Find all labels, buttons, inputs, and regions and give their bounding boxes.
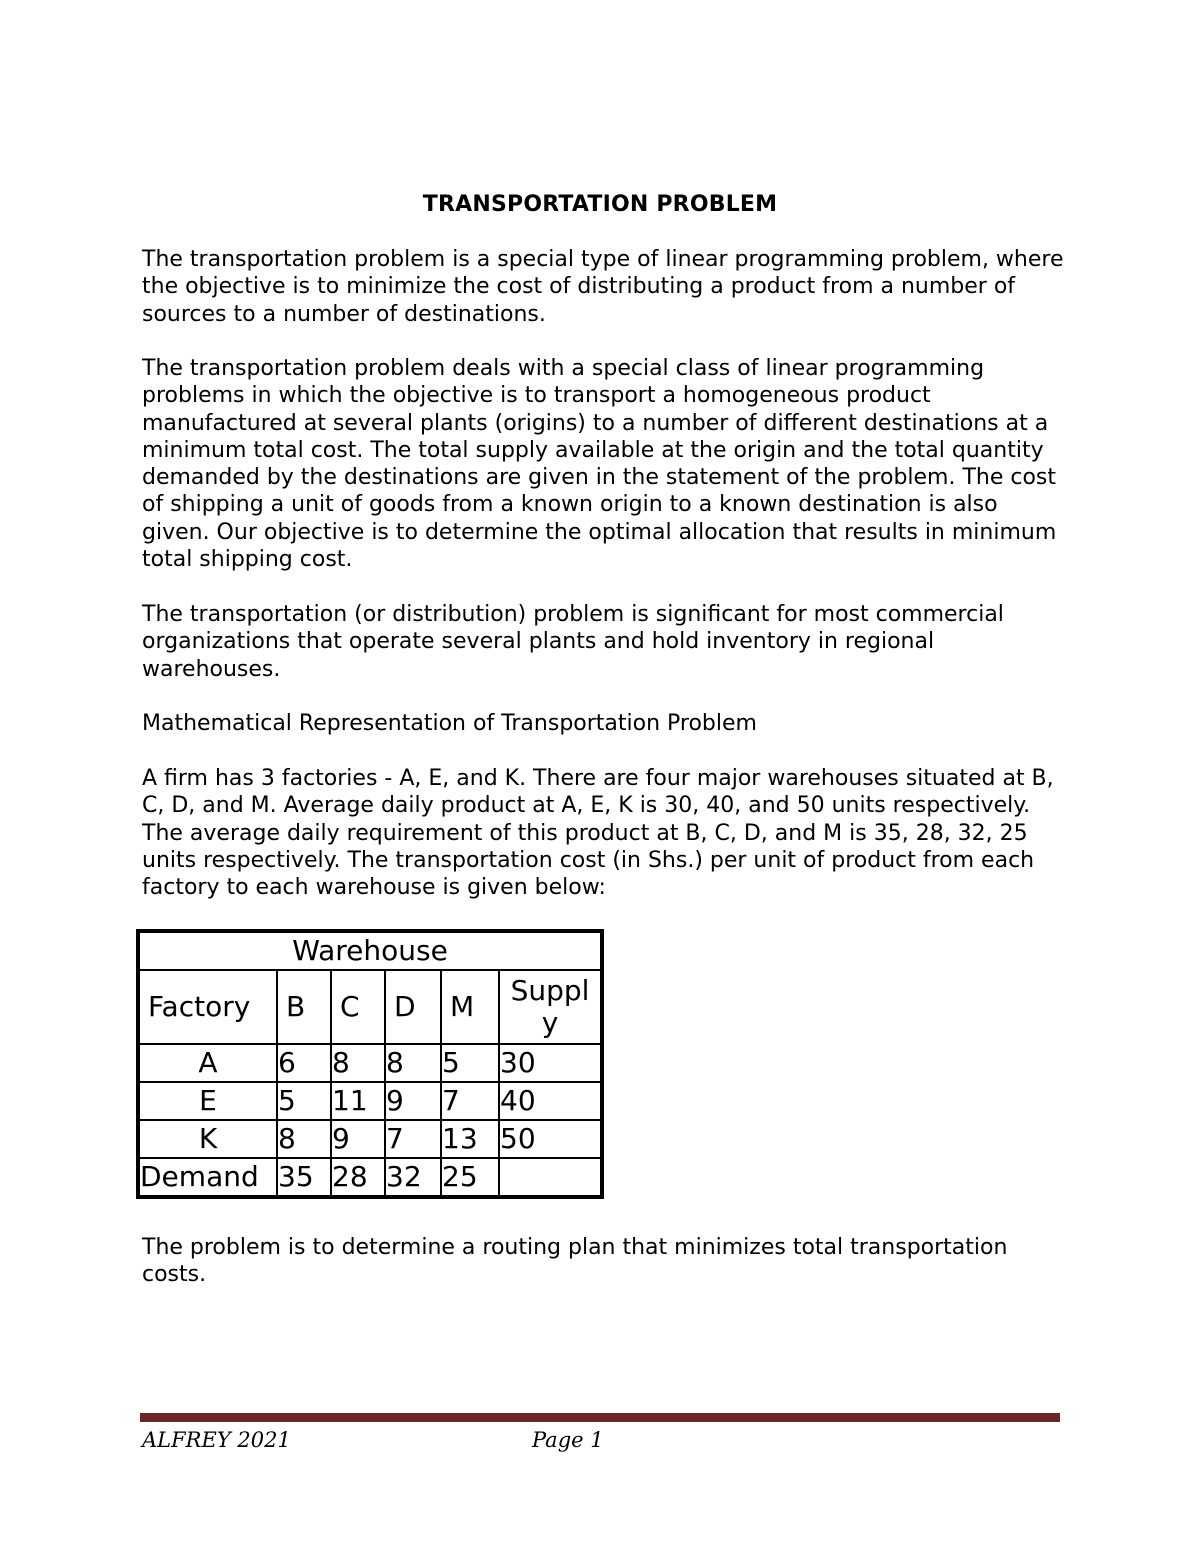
table-row <box>138 1082 602 1120</box>
cell-demand-d: 32 <box>385 1158 441 1197</box>
cell-m: 5 <box>441 1044 499 1082</box>
header-supply: Suppl y <box>499 970 602 1044</box>
header-c: C <box>331 970 385 1044</box>
header-b: B <box>277 970 331 1044</box>
cell-supply: 30 <box>499 1044 602 1082</box>
cell-factory: K <box>138 1120 277 1158</box>
section-heading: Mathematical Representation of Transportation Problem <box>142 711 757 736</box>
paragraph-conclusion: The problem is to determine a routing plan that minimizes total transportation costs. <box>142 1235 1008 1288</box>
cell-d: 9 <box>385 1082 441 1120</box>
table-caption-row <box>138 931 602 970</box>
cell-d: 8 <box>385 1044 441 1082</box>
cell-supply: 40 <box>499 1082 602 1120</box>
cell-c: 8 <box>331 1044 385 1082</box>
cell-c: 9 <box>331 1120 385 1158</box>
cell-demand-b: 35 <box>277 1158 331 1197</box>
cell-b: 8 <box>277 1120 331 1158</box>
table-header-row <box>138 970 602 1044</box>
cell-factory: E <box>138 1082 277 1120</box>
page-title: TRANSPORTATION PROBLEM <box>422 192 778 217</box>
header-factory: Factory <box>138 970 277 1044</box>
paragraph-significance: The transportation (or distribution) problem is significant for most commercial organizations that operate several plants and hold inventory in regional warehouses. <box>142 602 1004 682</box>
cell-c: 11 <box>331 1082 385 1120</box>
cell-d: 7 <box>385 1120 441 1158</box>
paragraph-intro: The transportation problem is a special type of linear programming problem, where the objective is to minimize the cost of distributing a product from a number of sources to a number of destinations. <box>142 247 1064 327</box>
header-d: D <box>385 970 441 1044</box>
cell-m: 13 <box>441 1120 499 1158</box>
header-m: M <box>441 970 499 1044</box>
cell-supply: 50 <box>499 1120 602 1158</box>
cell-b: 5 <box>277 1082 331 1120</box>
cell-demand-c: 28 <box>331 1158 385 1197</box>
cell-demand-m: 25 <box>441 1158 499 1197</box>
table-row <box>138 1044 602 1082</box>
footer-page-number: Page 1 <box>532 1428 604 1452</box>
cell-m: 7 <box>441 1082 499 1120</box>
paragraph-example: A firm has 3 factories - A, E, and K. There are four major warehouses situated at B, C, D, and M. Average daily product at A, E, K is 30, 40, and 50 units respectively. The average daily requirement of this product at B, C, D, and M is 35, 28, 32, 25 units respectively. The transportation cost (in Shs.) per unit of product from each factory to each warehouse is given below: <box>142 766 1054 901</box>
paragraph-description: The transportation problem deals with a special class of linear programming problems in which the objective is to transport a homogeneous product manufactured at several plants (origins) to a number of different destinations at a minimum total cost. The total supply available at the origin and the total quantity demanded by the destinations are given in the statement of the problem. The cost of shipping a unit of goods from a known origin to a known destination is also given. Our objective is to determine the optimal allocation that results in minimum total shipping cost. <box>142 356 1057 573</box>
cost-table <box>136 929 604 1199</box>
cell-b: 6 <box>277 1044 331 1082</box>
table-caption: Warehouse <box>138 931 602 970</box>
table-demand-row <box>138 1158 602 1197</box>
cell-factory: A <box>138 1044 277 1082</box>
cell-demand-label: Demand <box>138 1158 277 1197</box>
footer-rule <box>140 1413 1060 1422</box>
footer-author: ALFREY 2021 <box>142 1428 291 1452</box>
cell-demand-supply <box>499 1158 602 1197</box>
table-row <box>138 1120 602 1158</box>
